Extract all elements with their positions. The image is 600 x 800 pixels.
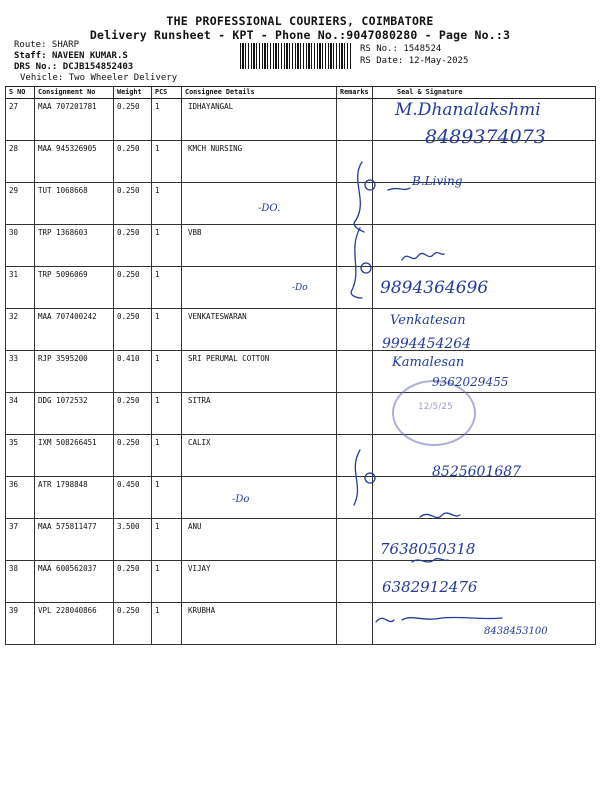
sig-39-scribble xyxy=(376,617,502,622)
drs-number: DCJB154852403 xyxy=(62,62,134,72)
cell-consignee: KRUBHA xyxy=(182,603,337,645)
cell-weight: 0.250 xyxy=(114,99,152,141)
cell-consignment: RJP 3595200 xyxy=(35,351,114,393)
cell-weight: 0.410 xyxy=(114,351,152,393)
cell-pcs: 1 xyxy=(152,435,182,477)
cell-consignee: KMCH NURSING xyxy=(182,141,337,183)
stamp-date: 12/5/25 xyxy=(418,402,453,412)
signature-31-phone: 9894364696 xyxy=(380,278,489,298)
signature-36-phone: 8525601687 xyxy=(432,464,522,480)
signature-34-phone: 9362029455 xyxy=(432,375,509,389)
cell-pcs: 1 xyxy=(152,309,182,351)
cell-pcs: 1 xyxy=(152,477,182,519)
cell-consignment: MAA 600562037 xyxy=(35,561,114,603)
cell-pcs: 1 xyxy=(152,225,182,267)
drs-barcode xyxy=(240,43,352,69)
route-label: Route: SHARP xyxy=(14,40,80,50)
cell-consignment: DDG 1072532 xyxy=(35,393,114,435)
company-title: THE PROFESSIONAL COURIERS, COIMBATORE xyxy=(166,14,434,28)
cell-sno: 39 xyxy=(6,603,35,645)
cell-sno: 28 xyxy=(6,141,35,183)
cell-pcs: 1 xyxy=(152,561,182,603)
cell-sno: 30 xyxy=(6,225,35,267)
brace-29-circle xyxy=(365,180,375,190)
signature-37-phone: 7638050318 xyxy=(380,540,476,558)
brace-29 xyxy=(354,162,364,232)
cell-weight: 0.250 xyxy=(114,225,152,267)
sig-29-scribble xyxy=(388,188,410,190)
rs-number: RS No.: 1548524 xyxy=(360,44,442,54)
cell-sno: 33 xyxy=(6,351,35,393)
cell-sno: 27 xyxy=(6,99,35,141)
brace-31 xyxy=(351,228,362,298)
cell-pcs: 1 xyxy=(152,99,182,141)
cell-consignee: VIJAY xyxy=(182,561,337,603)
staff-line xyxy=(14,51,128,61)
cell-sno: 29 xyxy=(6,183,35,225)
cell-consignee: SITRA xyxy=(182,393,337,435)
cell-weight: 0.250 xyxy=(114,183,152,225)
ditto-31: -Do xyxy=(292,283,308,293)
staff-name: NAVEEN KUMAR.S xyxy=(51,51,128,61)
signature-39-phone: 8438453100 xyxy=(484,626,548,637)
signature-27-phone: 8489374073 xyxy=(425,126,546,148)
cell-weight: 0.250 xyxy=(114,309,152,351)
col-pcs: PCS xyxy=(152,87,182,99)
cell-pcs: 1 xyxy=(152,141,182,183)
cell-pcs: 1 xyxy=(152,603,182,645)
cell-sno: 38 xyxy=(6,561,35,603)
cell-weight: 0.250 xyxy=(114,561,152,603)
cell-weight: 0.450 xyxy=(114,477,152,519)
cell-consignee: SRI PERUMAL COTTON xyxy=(182,351,337,393)
brace-36 xyxy=(354,450,360,505)
cell-sno: 36 xyxy=(6,477,35,519)
ditto-29: -DO. xyxy=(258,203,281,214)
signature-29: B.Living xyxy=(412,174,463,188)
cell-consignment: MAA 945326905 xyxy=(35,141,114,183)
signature-38-phone: 6382912476 xyxy=(382,578,478,596)
signature-27-name: M.Dhanalakshmi xyxy=(395,100,541,120)
cell-consignment: MAA 707201781 xyxy=(35,99,114,141)
cell-weight: 0.250 xyxy=(114,267,152,309)
cell-weight: 0.250 xyxy=(114,435,152,477)
cell-consignment: TRP 1368603 xyxy=(35,225,114,267)
cell-consignee xyxy=(182,477,337,519)
cell-consignee: CALIX xyxy=(182,435,337,477)
drs-line xyxy=(14,62,133,72)
cell-sno: 31 xyxy=(6,267,35,309)
cell-consignment: MAA 707400242 xyxy=(35,309,114,351)
handwriting-strokes xyxy=(340,100,570,660)
vehicle-label: Vehicle: Two Wheeler Delivery xyxy=(20,73,178,83)
brace-31-circle xyxy=(361,263,371,273)
sig-31-scribble xyxy=(402,253,444,260)
signature-32: Venkatesan xyxy=(390,313,466,328)
cell-consignment: VPL 228040866 xyxy=(35,603,114,645)
cell-pcs: 1 xyxy=(152,267,182,309)
cell-weight: 0.250 xyxy=(114,393,152,435)
runsheet-subtitle: Delivery Runsheet - KPT - Phone No.:9047080280 - Page No.:3 xyxy=(89,28,511,42)
cell-consignment: ATR 1798848 xyxy=(35,477,114,519)
cell-consignment: IXM 508266451 xyxy=(35,435,114,477)
col-remarks: Remarks xyxy=(337,87,373,99)
cell-weight: 0.250 xyxy=(114,603,152,645)
sig-38-scribble xyxy=(412,559,448,562)
cell-sno: 34 xyxy=(6,393,35,435)
cell-consignment: MAA 575811477 xyxy=(35,519,114,561)
cell-pcs: 1 xyxy=(152,393,182,435)
staff-label: Staff: xyxy=(14,51,47,61)
col-weight: Weight xyxy=(114,87,152,99)
cell-sno: 35 xyxy=(6,435,35,477)
signature-33-phone: 9994454264 xyxy=(382,336,472,352)
cell-pcs: 1 xyxy=(152,351,182,393)
cell-consignee: ANU xyxy=(182,519,337,561)
cell-consignee: VENKATESWARAN xyxy=(182,309,337,351)
cell-consignee xyxy=(182,267,337,309)
col-consignment: Consignment No xyxy=(35,87,114,99)
brace-36-circle xyxy=(365,473,375,483)
rs-date: RS Date: 12-May-2025 xyxy=(360,56,469,66)
col-signature: Seal & Signature xyxy=(373,87,596,99)
cell-sno: 32 xyxy=(6,309,35,351)
cell-pcs: 1 xyxy=(152,519,182,561)
cell-weight: 0.250 xyxy=(114,141,152,183)
sig-37-scribble xyxy=(420,513,460,518)
drs-label: DRS No.: xyxy=(14,62,58,72)
cell-consignment: TRP 5096069 xyxy=(35,267,114,309)
cell-pcs: 1 xyxy=(152,183,182,225)
table-header-row xyxy=(6,87,596,99)
cell-sno: 37 xyxy=(6,519,35,561)
cell-consignee: IDHAYANGAL xyxy=(182,99,337,141)
col-sno: S NO xyxy=(6,87,35,99)
ditto-36: -Do xyxy=(232,494,250,505)
col-consignee: Consignee Details xyxy=(182,87,337,99)
cell-consignment: TUT 1068668 xyxy=(35,183,114,225)
cell-weight: 3.500 xyxy=(114,519,152,561)
cell-consignee: VBB xyxy=(182,225,337,267)
signature-33-name: Kamalesan xyxy=(392,355,465,370)
